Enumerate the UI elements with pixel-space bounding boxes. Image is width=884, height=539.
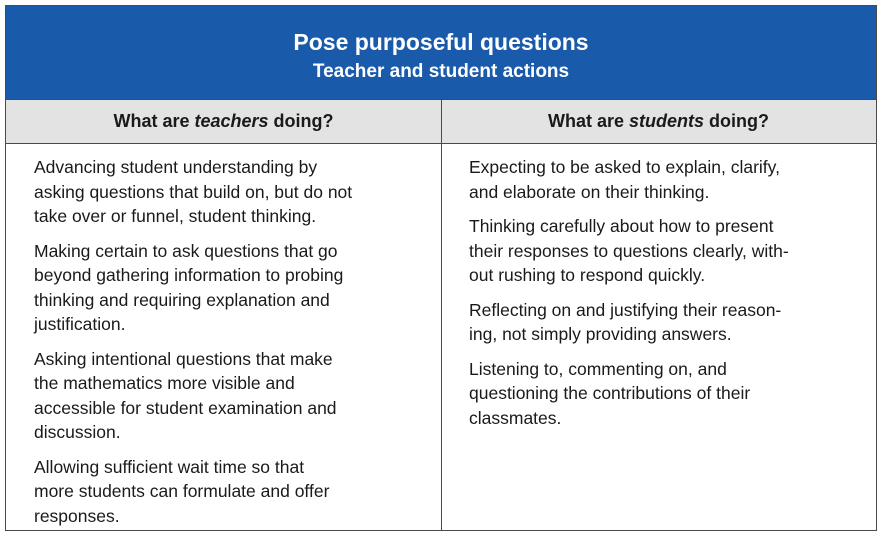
actions-table [5, 5, 877, 531]
students-header-emphasis: students [629, 111, 705, 131]
teacher-action-item: Asking intentional questions that make the mathematics more visible and accessible for student examination and discussion. [34, 348, 337, 442]
students-column-header [441, 100, 876, 142]
student-action-item: Thinking carefully about how to present their responses to questions clearly, with- out rushing to respond quickly. [469, 216, 789, 285]
column-divider [441, 100, 442, 530]
teachers-column [34, 155, 429, 538]
banner-title: Pose purposeful questions [293, 29, 589, 55]
teachers-header-suffix: doing? [268, 111, 334, 131]
teachers-column-header [6, 100, 441, 142]
banner-subtitle: Teacher and student actions [312, 61, 570, 82]
table-banner [6, 6, 876, 100]
student-action-item: Expecting to be asked to explain, clarify, and elaborate on their thinking. [469, 157, 780, 202]
students-header-prefix: What are [547, 111, 630, 131]
students-column [469, 155, 864, 440]
teacher-action-item: Advancing student understanding by asking questions that build on, but do not take over or funnel, student thinking. [34, 157, 353, 226]
teacher-action-item: Making certain to ask questions that go beyond gathering information to probing thinking and requiring explanation and justification. [34, 240, 344, 334]
teachers-header-prefix: What are [113, 111, 195, 131]
students-header-suffix: doing? [704, 111, 770, 131]
student-action-item: Listening to, commenting on, and questioning the contributions of their classmates. [469, 358, 751, 428]
teachers-header-emphasis: teachers [194, 111, 269, 131]
student-action-item: Reflecting on and justifying their reason- ing, not simply providing answers. [469, 299, 782, 344]
teacher-action-item: Allowing sufficient wait time so that more students can formulate and offer responses. [34, 456, 330, 526]
